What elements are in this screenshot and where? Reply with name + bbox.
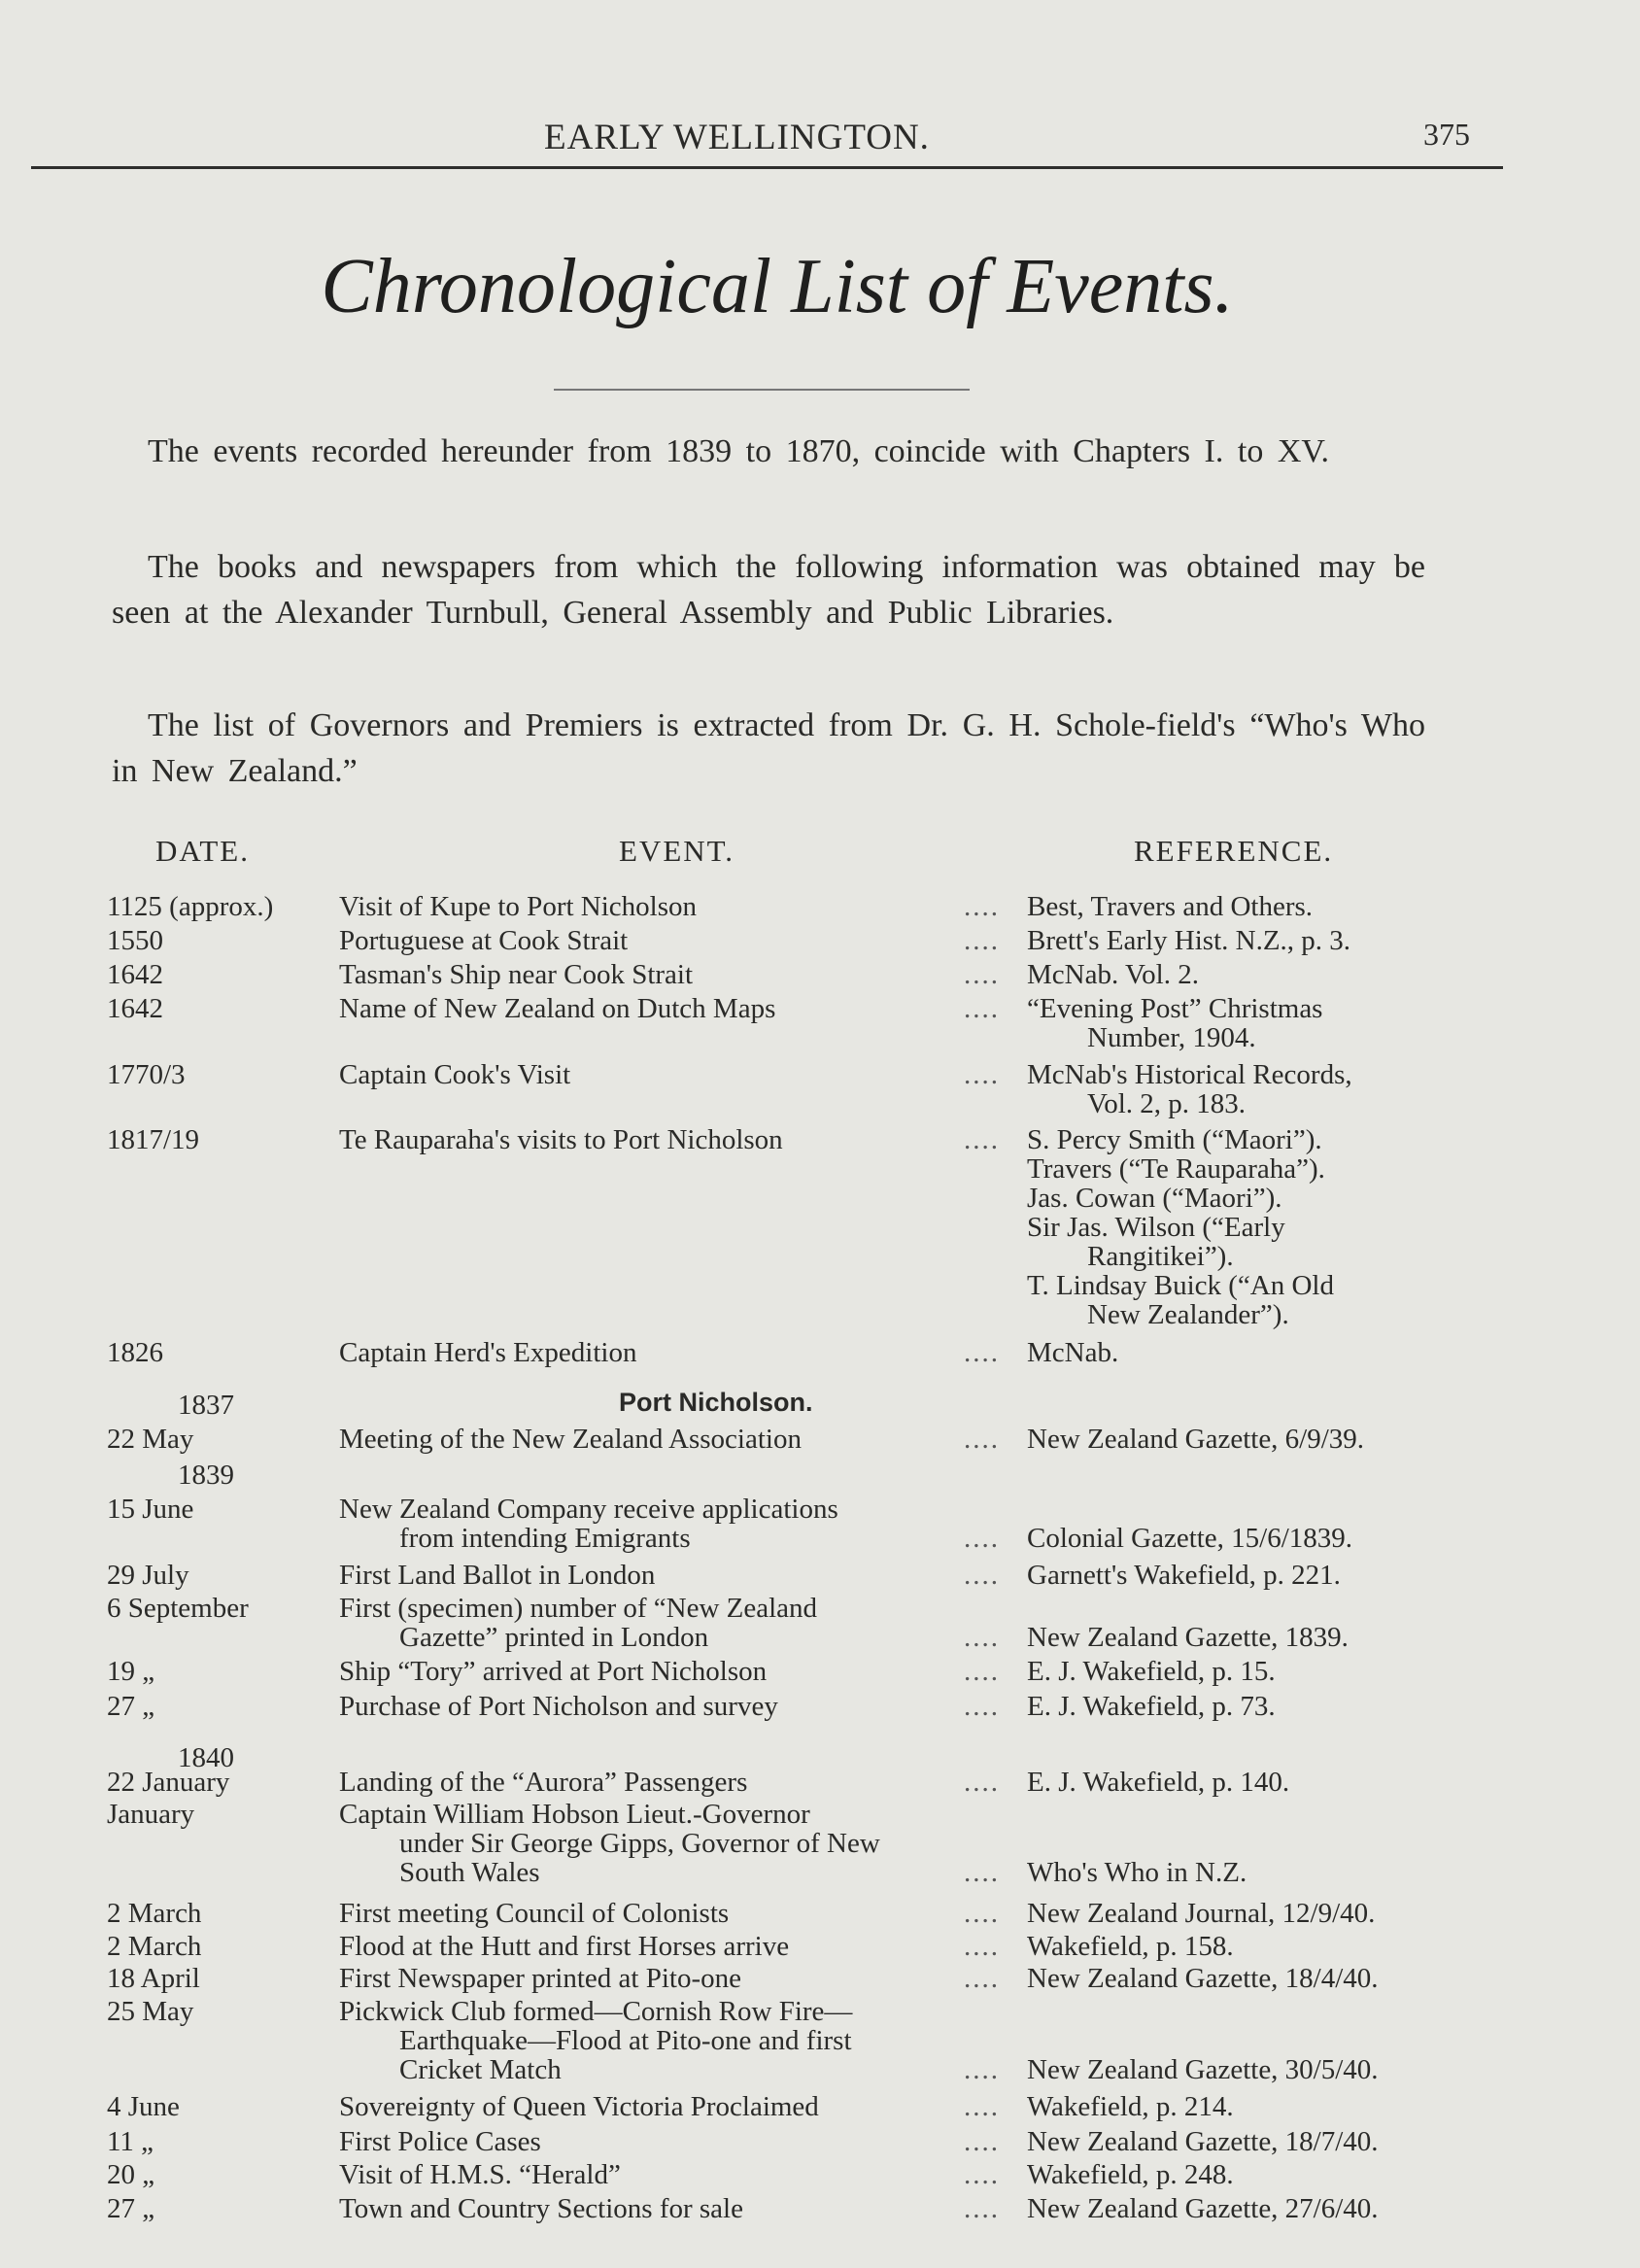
date-cell: 25 May: [107, 1996, 194, 2027]
reference-text: New Zealand Journal, 12/9/40.: [1027, 1898, 1376, 1929]
event-text: Visit of H.M.S. “Herald”: [339, 2159, 621, 2190]
leader-dots: ....: [964, 925, 1000, 956]
column-header-date: DATE.: [155, 834, 250, 868]
date-cell: 1550: [107, 925, 163, 956]
reference-text: Colonial Gazette, 15/6/1839.: [1027, 1523, 1353, 1554]
leader-dots: ....: [964, 1691, 1000, 1722]
reference-cell: [1027, 960, 1462, 989]
page-number: 375: [1423, 117, 1470, 152]
reference-cell: [1027, 2160, 1462, 2189]
event-cell: [339, 1425, 1000, 1454]
column-header-event: EVENT.: [619, 834, 735, 868]
reference-text: “Evening Post” Christmas: [1027, 993, 1323, 1024]
date-cell: 19 „: [107, 1656, 155, 1687]
event-text: Name of New Zealand on Dutch Maps: [339, 993, 776, 1024]
event-cell: [339, 2127, 1000, 2156]
reference-text: McNab. Vol. 2.: [1027, 959, 1199, 990]
event-text: Captain Herd's Expedition: [339, 1337, 637, 1368]
reference-text: Brett's Early Hist. N.Z., p. 3.: [1027, 925, 1351, 956]
event-cell: [339, 2160, 1000, 2189]
reference-text: Rangitikei”).: [1087, 1241, 1234, 1272]
leader-dots: ....: [964, 1560, 1000, 1591]
event-cell: [339, 892, 1000, 921]
leader-dots: ....: [964, 959, 1000, 990]
reference-cell: [1027, 1657, 1462, 1686]
event-cell: [339, 1932, 1000, 1961]
date-cell: 1817/19: [107, 1124, 200, 1155]
date-cell: 1826: [107, 1337, 163, 1368]
reference-text: E. J. Wakefield, p. 15.: [1027, 1656, 1276, 1687]
leader-dots: ....: [964, 2091, 1000, 2122]
event-text: Landing of the “Aurora” Passengers: [339, 1767, 748, 1798]
reference-cell: [1027, 1932, 1462, 1961]
leader-dots: ....: [964, 1424, 1000, 1455]
event-text: Tasman's Ship near Cook Strait: [339, 959, 694, 990]
reference-text: S. Percy Smith (“Maori”).: [1027, 1124, 1322, 1155]
leader-dots: ....: [964, 2126, 1000, 2157]
date-cell: 2 March: [107, 1931, 202, 1962]
event-text: First meeting Council of Colonists: [339, 1898, 730, 1929]
date-cell: 22 January: [107, 1767, 230, 1798]
reference-text: E. J. Wakefield, p. 140.: [1027, 1767, 1290, 1798]
leader-dots: ....: [964, 1622, 1000, 1653]
reference-text: McNab.: [1027, 1337, 1119, 1368]
event-cell: [339, 1060, 1000, 1089]
reference-cell: [1027, 1060, 1462, 1118]
event-text: Flood at the Hutt and first Horses arrive: [339, 1931, 790, 1962]
reference-cell: [1027, 2127, 1462, 2156]
section-heading: Port Nicholson.: [619, 1388, 813, 1417]
leader-dots: ....: [964, 1857, 1000, 1888]
reference-text: New Zealand Gazette, 6/9/39.: [1027, 1424, 1365, 1455]
leader-dots: ....: [964, 1059, 1000, 1090]
reference-text: New Zealander”).: [1087, 1299, 1289, 1330]
event-text: Pickwick Club formed—Cornish Row Fire—: [339, 1996, 853, 2027]
event-cell: [339, 1561, 1000, 1590]
event-cell: [339, 1495, 1000, 1553]
date-cell: 1125 (approx.): [107, 891, 274, 922]
event-text: First Newspaper printed at Pito-one: [339, 1963, 741, 1994]
reference-text: New Zealand Gazette, 1839.: [1027, 1622, 1349, 1653]
event-text: Captain Cook's Visit: [339, 1059, 571, 1090]
date-cell: 11 „: [107, 2126, 154, 2157]
event-text: Cricket Match: [399, 2054, 562, 2085]
leader-dots: ....: [964, 1931, 1000, 1962]
reference-text: E. J. Wakefield, p. 73.: [1027, 1691, 1276, 1722]
event-text: Visit of Kupe to Port Nicholson: [339, 891, 697, 922]
reference-text: Sir Jas. Wilson (“Early: [1027, 1212, 1285, 1243]
date-cell: 22 May: [107, 1424, 194, 1455]
intro-paragraph: The books and newspapers from which the following information was obtained may be seen at the Alexander Turnbull, General Assembly and Public Libraries.: [112, 549, 1425, 631]
date-cell: 6 September: [107, 1593, 249, 1624]
year-marker: 1837: [178, 1390, 234, 1421]
reference-text: Jas. Cowan (“Maori”).: [1027, 1183, 1282, 1214]
leader-dots: ....: [964, 1124, 1000, 1155]
event-text: Ship “Tory” arrived at Port Nicholson: [339, 1656, 768, 1687]
reference-cell: [1027, 926, 1462, 955]
leader-dots: ....: [964, 993, 1000, 1024]
date-cell: 2 March: [107, 1898, 202, 1929]
event-cell: [339, 926, 1000, 955]
event-cell: [339, 1125, 1000, 1154]
leader-dots: ....: [964, 1898, 1000, 1929]
date-cell: 20 „: [107, 2159, 155, 2190]
date-cell: 1642: [107, 959, 163, 990]
reference-text: Number, 1904.: [1087, 1022, 1256, 1053]
event-text: First (specimen) number of “New Zealand: [339, 1593, 818, 1624]
page-title: Chronological List of Events.: [321, 244, 1234, 329]
event-text: First Land Ballot in London: [339, 1560, 656, 1591]
event-text: Captain William Hobson Lieut.-Governor: [339, 1799, 810, 1830]
reference-cell: [1027, 1524, 1462, 1553]
reference-text: Best, Travers and Others.: [1027, 891, 1314, 922]
date-cell: 27 „: [107, 1691, 155, 1722]
leader-dots: ....: [964, 2054, 1000, 2085]
event-cell: [339, 960, 1000, 989]
column-header-reference: REFERENCE.: [1134, 834, 1334, 868]
reference-text: New Zealand Gazette, 18/4/40.: [1027, 1963, 1379, 1994]
date-cell: 1770/3: [107, 1059, 186, 1090]
reference-cell: [1027, 892, 1462, 921]
event-text: Portuguese at Cook Strait: [339, 925, 629, 956]
event-cell: [339, 1768, 1000, 1797]
reference-text: New Zealand Gazette, 18/7/40.: [1027, 2126, 1379, 2157]
event-cell: [339, 1997, 1000, 2084]
event-cell: [339, 1800, 1000, 1887]
reference-cell: [1027, 1623, 1462, 1652]
event-text: under Sir George Gipps, Governor of New: [399, 1828, 880, 1859]
reference-cell: [1027, 1561, 1462, 1590]
date-cell: January: [107, 1799, 195, 1830]
event-text: from intending Emigrants: [399, 1523, 691, 1554]
date-cell: 18 April: [107, 1963, 200, 1994]
event-text: New Zealand Company receive applications: [339, 1494, 838, 1525]
event-text: Sovereignty of Queen Victoria Proclaimed: [339, 2091, 819, 2122]
event-text: Town and Country Sections for sale: [339, 2193, 743, 2224]
intro-paragraph: The list of Governors and Premiers is extracted from Dr. G. H. Schole-field's “Who's Who in New Zealand.”: [112, 707, 1425, 789]
leader-dots: ....: [964, 1767, 1000, 1798]
event-cell: [339, 1657, 1000, 1686]
reference-text: Garnett's Wakefield, p. 221.: [1027, 1560, 1341, 1591]
reference-text: McNab's Historical Records,: [1027, 1059, 1352, 1090]
reference-text: Travers (“Te Rauparaha”).: [1027, 1153, 1325, 1185]
event-cell: [339, 1594, 1000, 1652]
reference-cell: [1027, 1692, 1462, 1721]
date-cell: 27 „: [107, 2193, 155, 2224]
reference-cell: [1027, 2194, 1462, 2223]
event-text: Meeting of the New Zealand Association: [339, 1424, 802, 1455]
date-cell: 29 July: [107, 1560, 189, 1591]
leader-dots: ....: [964, 2159, 1000, 2190]
reference-cell: [1027, 2092, 1462, 2121]
event-text: First Police Cases: [339, 2126, 541, 2157]
date-cell: 15 June: [107, 1494, 194, 1525]
date-cell: 4 June: [107, 2091, 180, 2122]
date-cell: 1642: [107, 993, 163, 1024]
event-text: Gazette” printed in London: [399, 1622, 709, 1653]
reference-cell: [1027, 1338, 1462, 1367]
event-cell: [339, 1964, 1000, 1993]
event-cell: [339, 1338, 1000, 1367]
event-text: Earthquake—Flood at Pito-one and first: [399, 2025, 852, 2056]
reference-text: Wakefield, p. 158.: [1027, 1931, 1234, 1962]
year-marker: 1840: [178, 1742, 234, 1773]
reference-text: New Zealand Gazette, 27/6/40.: [1027, 2193, 1379, 2224]
event-cell: [339, 994, 1000, 1023]
event-text: Te Rauparaha's visits to Port Nicholson: [339, 1124, 783, 1155]
leader-dots: ....: [964, 891, 1000, 922]
reference-cell: [1027, 1425, 1462, 1454]
event-text: South Wales: [399, 1857, 540, 1888]
reference-cell: [1027, 1768, 1462, 1797]
event-cell: [339, 2194, 1000, 2223]
leader-dots: ....: [964, 2193, 1000, 2224]
leader-dots: ....: [964, 1337, 1000, 1368]
event-cell: [339, 2092, 1000, 2121]
leader-dots: ....: [964, 1656, 1000, 1687]
reference-text: New Zealand Gazette, 30/5/40.: [1027, 2054, 1379, 2085]
intro-paragraph: The events recorded hereunder from 1839 to 1870, coincide with Chapters I. to XV.: [148, 433, 1330, 469]
running-head: EARLY WELLINGTON.: [544, 118, 930, 157]
reference-text: Who's Who in N.Z.: [1027, 1857, 1247, 1888]
reference-cell: [1027, 1964, 1462, 1993]
event-cell: [339, 1692, 1000, 1721]
reference-cell: [1027, 1858, 1462, 1887]
reference-text: Wakefield, p. 214.: [1027, 2091, 1234, 2122]
reference-cell: [1027, 1125, 1462, 1329]
reference-text: T. Lindsay Buick (“An Old: [1027, 1270, 1334, 1301]
year-marker: 1839: [178, 1460, 234, 1491]
leader-dots: ....: [964, 1523, 1000, 1554]
event-cell: [339, 1899, 1000, 1928]
reference-text: Wakefield, p. 248.: [1027, 2159, 1234, 2190]
leader-dots: ....: [964, 1963, 1000, 1994]
reference-cell: [1027, 2055, 1462, 2084]
event-text: Purchase of Port Nicholson and survey: [339, 1691, 778, 1722]
reference-cell: [1027, 1899, 1462, 1928]
reference-text: Vol. 2, p. 183.: [1087, 1088, 1247, 1119]
reference-cell: [1027, 994, 1462, 1052]
